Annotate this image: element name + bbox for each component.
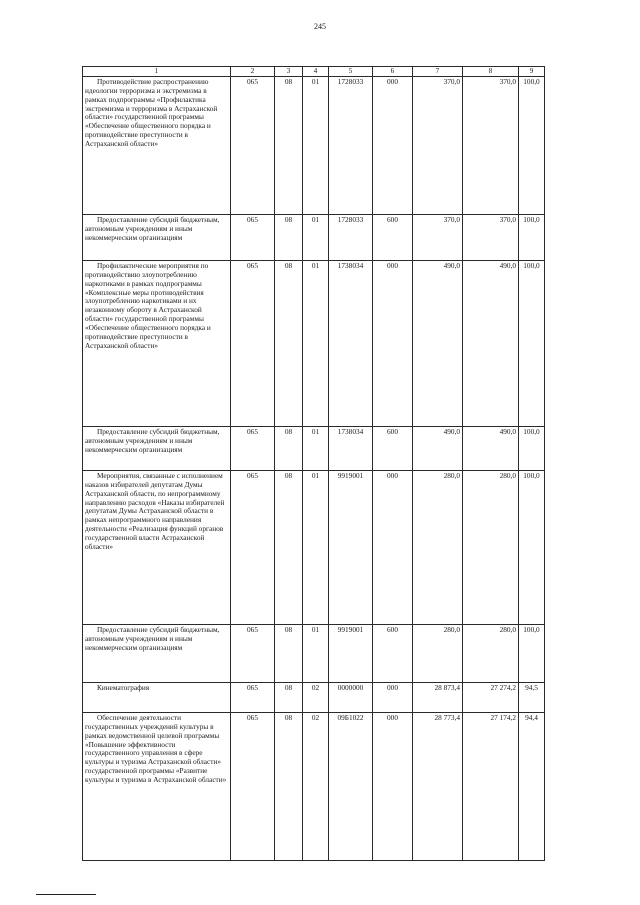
expense-type-cell: 000 [373,76,413,214]
table-row [83,426,545,470]
target-article-cell: 09Б1022 [329,712,373,860]
planned-amount-cell: 28 773,4 [413,712,463,860]
footer-rule [36,894,96,895]
podrazdel-cell: 01 [303,214,329,260]
row-name: Предоставление субсидий бюджетным, автономным учреждениям и иным некоммерческим организациям [85,214,220,242]
executed-amount-cell: 280,0 [463,470,519,624]
table-row [83,712,545,860]
glava-cell: 065 [231,624,275,682]
glava-cell: 065 [231,712,275,860]
row-name-cell [83,470,231,624]
table-row [83,214,545,260]
expense-type-cell: 000 [373,470,413,624]
row-name: Обеспечение деятельности государственных учреждений культуры в рамках ведомственной целевой программы «Повышение эффективности государственного управления в сфере культуры и туризма Астраханской области» государственной программы «Развитие культуры и туризма в Астраханской области» [85,712,227,785]
percent-cell: 100,0 [519,624,545,682]
podrazdel-cell: 01 [303,260,329,426]
executed-amount-cell: 490,0 [463,260,519,426]
razdel-cell: 08 [275,214,303,260]
percent-cell: 100,0 [519,76,545,214]
executed-amount-cell: 490,0 [463,426,519,470]
percent-cell: 100,0 [519,426,545,470]
podrazdel-cell: 01 [303,624,329,682]
glava-cell: 065 [231,76,275,214]
executed-amount-cell: 27 174,2 [463,712,519,860]
expense-type-cell: 000 [373,260,413,426]
razdel-cell: 08 [275,426,303,470]
table-row [83,76,545,214]
target-article-cell: 1738034 [329,260,373,426]
row-name: Предоставление субсидий бюджетным, автономным учреждениям и иным некоммерческим организациям [85,426,220,454]
razdel-cell: 08 [275,470,303,624]
column-header: 2 [231,67,275,77]
column-header: 1 [83,67,231,77]
target-article-cell: 9919001 [329,624,373,682]
planned-amount-cell: 490,0 [413,426,463,470]
column-number-row [83,67,545,77]
row-name: Профилактические мероприятия по противодействию злоупотреблению наркотиками в рамках подпрограммы «Комплексные меры противодействия злоупотреблению наркотиками и их незаконному обороту в Астраханской области» государственной программы «Обеспечение общественного порядка и противодействие преступности в Астраханской области» [85,260,211,350]
row-name: Предоставление субсидий бюджетным, автономным учреждениям и иным некоммерческим организациям [85,624,220,652]
target-article-cell: 0000000 [329,682,373,712]
column-header: 3 [275,67,303,77]
row-name-cell [83,214,231,260]
page-number: 245 [314,22,326,31]
target-article-cell: 1728033 [329,76,373,214]
executed-amount-cell: 280,0 [463,624,519,682]
glava-cell: 065 [231,682,275,712]
table-row [83,260,545,426]
target-article-cell: 9919001 [329,470,373,624]
planned-amount-cell: 280,0 [413,624,463,682]
glava-cell: 065 [231,260,275,426]
column-header: 6 [373,67,413,77]
glava-cell: 065 [231,470,275,624]
percent-cell: 100,0 [519,470,545,624]
expense-type-cell: 600 [373,214,413,260]
row-name-cell [83,682,231,712]
row-name: Кинематография [97,682,150,692]
glava-cell: 065 [231,214,275,260]
row-name-cell [83,260,231,426]
row-name-cell [83,76,231,214]
column-header: 4 [303,67,329,77]
column-header: 7 [413,67,463,77]
expense-type-cell: 000 [373,682,413,712]
podrazdel-cell: 01 [303,470,329,624]
expense-type-cell: 600 [373,624,413,682]
percent-cell: 94,4 [519,712,545,860]
planned-amount-cell: 280,0 [413,470,463,624]
razdel-cell: 08 [275,260,303,426]
target-article-cell: 1738034 [329,426,373,470]
razdel-cell: 08 [275,682,303,712]
row-name-cell [83,426,231,470]
row-name: Противодействие распространению идеологии терроризма и экстремизма в рамках подпрограммы «Профилактика экстремизма и терроризма в Астраханской области» государственной программы «Обеспечение общественного порядка и противодействие преступности в Астраханской области» [85,76,218,149]
budget-table [82,66,545,861]
row-name: Мероприятия, связанные с исполнением наказов избирателей депутатам Думы Астраханской области, по непрограммному направлению расходов «Наказы избирателей депутатам Думы Астраханской области в рамках непрограммного направления деятельности «Реализация функций органов государственной власти Астраханской области» [85,470,225,552]
executed-amount-cell: 370,0 [463,214,519,260]
row-name-cell [83,712,231,860]
razdel-cell: 08 [275,624,303,682]
column-header: 5 [329,67,373,77]
table-row [83,470,545,624]
podrazdel-cell: 02 [303,712,329,860]
row-name-cell [83,624,231,682]
expense-type-cell: 000 [373,712,413,860]
table-row [83,624,545,682]
podrazdel-cell: 01 [303,76,329,214]
percent-cell: 94,5 [519,682,545,712]
executed-amount-cell: 27 274,2 [463,682,519,712]
percent-cell: 100,0 [519,214,545,260]
percent-cell: 100,0 [519,260,545,426]
planned-amount-cell: 370,0 [413,214,463,260]
column-header: 9 [519,67,545,77]
planned-amount-cell: 28 873,4 [413,682,463,712]
razdel-cell: 08 [275,712,303,860]
planned-amount-cell: 370,0 [413,76,463,214]
podrazdel-cell: 02 [303,682,329,712]
expense-type-cell: 600 [373,426,413,470]
target-article-cell: 1728033 [329,214,373,260]
razdel-cell: 08 [275,76,303,214]
glava-cell: 065 [231,426,275,470]
planned-amount-cell: 490,0 [413,260,463,426]
table-row [83,682,545,712]
podrazdel-cell: 01 [303,426,329,470]
executed-amount-cell: 370,0 [463,76,519,214]
column-header: 8 [463,67,519,77]
